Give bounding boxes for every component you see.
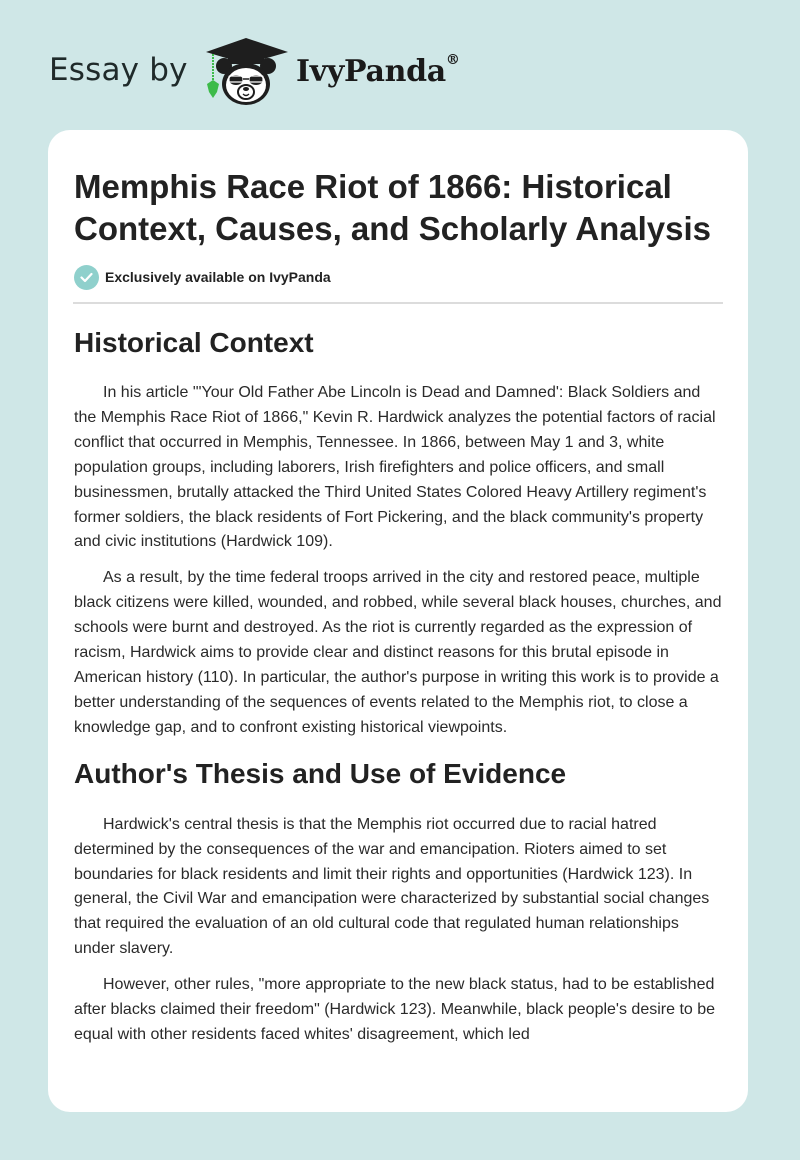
- brand-name[interactable]: IvyPanda®: [296, 52, 460, 89]
- paragraph: However, other rules, "more appropriate to the new black status, had to be established after blacks claimed their freedom" (Hardwick 123). Meanwhile, black people's desire to be equal with other residents faced whites' disagreement, which led: [74, 976, 716, 1043]
- check-circle-icon: [74, 265, 99, 290]
- article-body: [74, 326, 724, 1059]
- paragraph: In his article "'Your Old Father Abe Lincoln is Dead and Damned': Black Soldiers and the Memphis Race Riot of 1866," Kevin R. Hardwick analyzes the potential factors of racial conflict that occurred in Memphis, Tennessee. In 1866, between May 1 and 3, white population groups, including laborers, Irish firefighters and police officers, and small businessmen, brutally attacked the Third United States Colored Heavy Artillery regiment's former soldiers, the black residents of Fort Pickering, and the black community's property and civic institutions (Hardwick 109).: [74, 384, 716, 551]
- site-header: [0, 0, 800, 130]
- page-title: Memphis Race Riot of 1866: Historical Context, Causes, and Scholarly Analysis: [74, 168, 711, 247]
- exclusive-badge: [74, 264, 331, 290]
- paragraph: As a result, by the time federal troops arrived in the city and restored peace, multiple black citizens were killed, wounded, and robbed, while several black houses, churches, and schools were burnt and destroyed. As the riot is currently regarded as the expression of racism, Hardwick aims to provide clear and distinct reasons for this brutal episode in American history (110). In particular, the author's purpose in writing this work is to provide a better understanding of the sequences of events related to the Memphis riot, to close a knowledge gap, and to confront existing historical viewpoints.: [74, 569, 722, 736]
- essay-by-label: Essay by: [49, 52, 188, 88]
- paragraph: Hardwick's central thesis is that the Memphis riot occurred due to racial hatred determined by the consequences of the war and emancipation. Rioters aimed to set boundaries for black residents and limit their rights and opportunities (Hardwick 123). In general, the Civil War and emancipation were characterized by substantial social changes that required the evaluation of an old cultural code that regulated human relationships under slavery.: [74, 815, 710, 958]
- section-historical-context: [74, 326, 724, 741]
- panda-graduate-icon[interactable]: [202, 36, 290, 108]
- section-heading: Historical Context: [74, 327, 314, 358]
- section-heading: Author's Thesis and Use of Evidence: [74, 757, 567, 789]
- essay-card: [48, 130, 748, 1112]
- divider: [73, 302, 723, 304]
- section-authors-thesis: [74, 757, 724, 1048]
- badge-label: Exclusively available on IvyPanda: [105, 269, 331, 285]
